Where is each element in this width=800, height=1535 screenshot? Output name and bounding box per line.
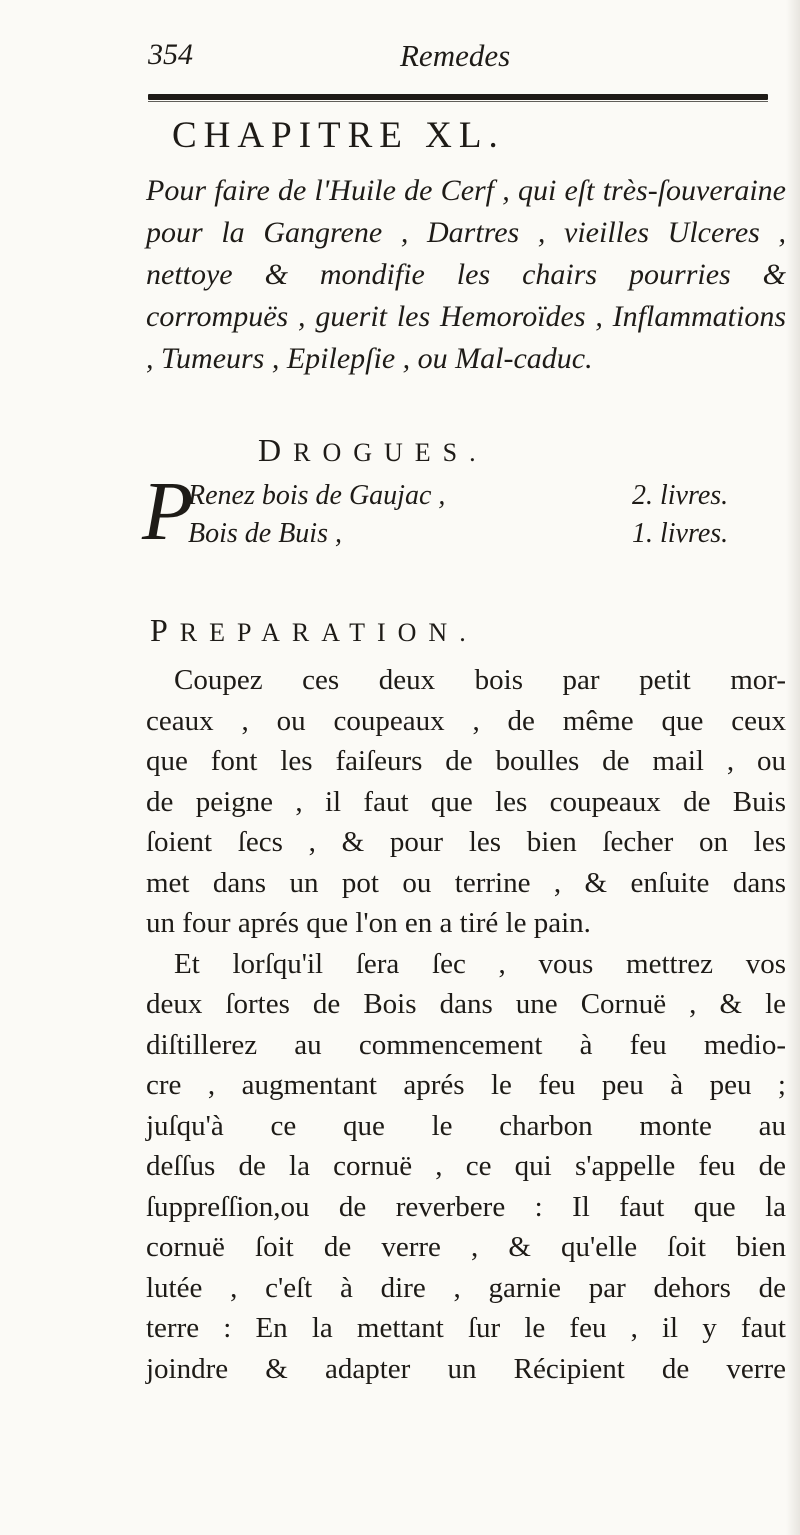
text-line: joindre & adapter un Récipient de verre bbox=[146, 1352, 786, 1385]
text-line: deſſus de la cornuë , ce qui s'appelle feu de bbox=[146, 1150, 786, 1182]
chapter-title: Pour faire de l'Huile de Cerf , qui eſt très-ſouveraine pour la Gangrene , Dartres , vieilles Ulceres , nettoye & mondifie les chairs pourries & corrompuës , guerit les Hemoroïdes , Inflammations , Tumeurs , Epilepſie , ou Mal-caduc. bbox=[146, 174, 786, 375]
ingredient-list bbox=[142, 465, 786, 596]
ingredient-row bbox=[146, 480, 786, 520]
text-line: ſuppreſſion,ou de reverbere : Il faut que la bbox=[146, 1190, 786, 1223]
text-line: deux ſortes de Bois dans une Cornuë , & le bbox=[146, 988, 786, 1020]
text-line: Coupez ces deux bois par petit mor- bbox=[174, 664, 786, 696]
text-line: cornuë ſoit de verre , & qu'elle ſoit bien bbox=[146, 1231, 786, 1263]
ingredient-row bbox=[146, 518, 786, 558]
preparation-text bbox=[146, 660, 786, 1389]
ingredient-name: Bois de Buis , bbox=[188, 518, 342, 549]
running-title: Remedes bbox=[400, 38, 511, 73]
drogues-heading-rest: ROGUES. bbox=[293, 438, 488, 467]
ingredient-quantity: 2. livres. bbox=[632, 480, 729, 511]
ingredient-name: Renez bois de Gaujac , bbox=[188, 480, 446, 511]
text-line: cre , augmentant aprés le feu peu à peu ; bbox=[146, 1069, 786, 1101]
preparation-heading-initial: P bbox=[150, 612, 180, 648]
preparation-heading-rest: REPARATION. bbox=[179, 618, 478, 647]
text-line: juſqu'à ce que le charbon monte au bbox=[146, 1109, 786, 1142]
text-line: terre : En la mettant ſur le feu , il y faut bbox=[146, 1312, 786, 1344]
text-line: un four aprés que l'on en a tiré le pain. bbox=[146, 907, 591, 939]
ingredient-quantity: 1. livres. bbox=[632, 518, 729, 549]
text-line: met dans un pot ou terrine , & enſuite dans bbox=[146, 866, 786, 899]
text-line: que font les faiſeurs de boulles de mail , ou bbox=[146, 745, 786, 777]
running-head bbox=[148, 38, 768, 88]
preparation-heading bbox=[150, 612, 478, 649]
text-line: ceaux , ou coupeaux , de même que ceux bbox=[146, 704, 786, 737]
chapter-heading: CHAPITRE XL. bbox=[172, 115, 505, 156]
text-line: ſoient ſecs , & pour les bien ſecher on les bbox=[146, 826, 786, 858]
text-line: Et lorſqu'il ſera ſec , vous mettrez vos bbox=[174, 947, 786, 980]
drop-cap: P bbox=[142, 465, 194, 558]
page-number: 354 bbox=[148, 38, 193, 71]
drogues-heading-initial: D bbox=[258, 432, 294, 468]
text-line: diſtillerez au commencement à feu medio- bbox=[146, 1028, 786, 1061]
text-line: lutée , c'eſt à dire , garnie par dehors de bbox=[146, 1271, 786, 1304]
drogues-heading bbox=[258, 432, 488, 469]
page-edge-shadow bbox=[786, 0, 800, 1535]
text-line: de peigne , il faut que les coupeaux de Buis bbox=[146, 785, 786, 818]
header-rule bbox=[148, 94, 768, 100]
